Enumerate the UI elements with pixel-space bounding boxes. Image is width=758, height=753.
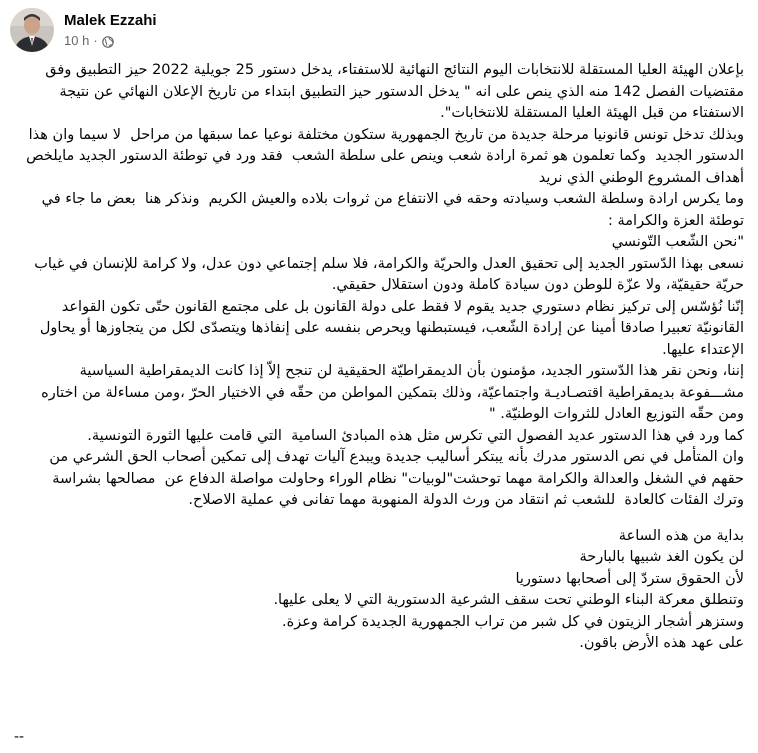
- avatar[interactable]: [10, 8, 54, 52]
- meta-separator: ·: [93, 32, 98, 48]
- body-paragraph: إنّنا نُؤسّس إلى تركيز نظام دستوري جديد يقوم لا فقط على دولة القانون بل على مجتمع القانون حتّى تكون القواعد القانونيّة تعبيرا صادقا أمينا عن إرادة الشّعب، فيستبطنها ويحرص بنفسه على إنفاذها ويتصدّى لكل من يتجاوزها أو يحاول الإعتداء عليها.: [35, 298, 744, 358]
- paragraph-gap: [14, 512, 744, 526]
- closing-line: بداية من هذه الساعة: [618, 527, 744, 544]
- body-paragraph: وان المتأمل في نص الدستور مدرك بأنه يبتكر أساليب جديدة ويبدع آليات تهدف إلى تمكين أصحاب الحق الشرعي من حقهم في الشغل والعدالة والكرامة مهما توحشت"لوبيات" نظام الوراء وحاولت مواصلة الدفاع عن مصالحها بشراسة وترك الفئات كالعادة للشعب ثم انتقاد من ورث الدولة المنهوبة مهما تفانى في عملية الاصلاح.: [43, 449, 744, 508]
- body-paragraph: وبذلك تدخل تونس قانونيا مرحلة جديدة من تاريخ الجمهورية ستكون مختلفة نوعيا عما سبقها من مراحل لا سيما وان هذا الدستور الجديد وكما تعلمون هو ثمرة ارادة شعب وينص على سلطة الشعب فقد ورد في توطئة الدستور الجديد مايلخص أهداف المشروع الوطني الذي نريد: [21, 126, 744, 186]
- post-time[interactable]: 10 h: [64, 32, 90, 48]
- body-paragraph: "نحن الشّعب التّونسي: [611, 234, 744, 250]
- author-name[interactable]: Malek Ezzahi: [64, 11, 157, 29]
- avatar-photo-icon: [10, 8, 54, 52]
- closing-line: على عهد هذه الأرض باقون.: [579, 635, 744, 651]
- author-block: [64, 11, 157, 50]
- body-paragraph: بإعلان الهيئة العليا المستقلة للانتخابات اليوم النتائج النهائية للاستفتاء، يدخل دستور 25 جويلية 2022 حيز التطبيق وفق مقتضيات الفصل 142 منه الذي ينص على انه " يدخل الدستور حيز التطبيق ابتداء من تاريخ الإعلان النهائي عن نتيجة الاستفتاء من قبل الهيئة العليا المستقلة للانتخابات".: [40, 62, 744, 121]
- closing-line: لن يكون الغد شبيها بالبارحة: [579, 549, 744, 565]
- globe-icon[interactable]: [102, 35, 114, 47]
- body-paragraph: وما يكرس ارادة وسلطة الشعب وسيادته وحقه في الانتفاع من ثروات بلاده والعيش الكريم ونذكر هنا بعض ما جاء في توطئة العزة والكرامة :: [37, 191, 744, 229]
- body-paragraph: إننا، ونحن نقر هذا الدّستور الجديد، مؤمنون بأن الديمقراطيّة الحقيقية لن تنجح إلاّ إذا كانت الديمقراطية السياسية مشـــفوعة بديمقراطية اقتصـاديـة واجتماعيّة، وذلك بتمكين المواطن من حقّه في الاختيار الحرّ ،ومن مساءلة من اختاره ومن حقّه التوزيع العادل للثروات الوطنيّة. ": [36, 363, 744, 422]
- closing-line: وتنطلق معركة البناء الوطني تحت سقف الشرعية الدستورية التي لا يعلى عليها.: [273, 592, 744, 608]
- post-header: [10, 8, 157, 52]
- body-paragraph: كما ورد في هذا الدستور عديد الفصول التي تكرس مثل هذه المبادئ السامية التي قامت عليها الثورة التونسية.: [87, 427, 744, 444]
- closing-line: لأن الحقوق ستردّ إلى أصحابها دستوريا: [515, 570, 744, 587]
- body-paragraph: نسعى بهذا الدّستور الجديد إلى تحقيق العدل والحريّة والكرامة، فلا سلم إجتماعي دون عدل، ولا كرامة للإنسان في غياب حريّة حقيقيّة، ولا عزّة للوطن دون سيادة كاملة ودون استقلال حقيقي.: [29, 255, 744, 293]
- post-body: [14, 60, 744, 655]
- closing-line: وستزهر أشجار الزيتون في كل شبر من تراب الجمهورية الجديدة كرامة وعزة.: [282, 613, 744, 630]
- post-meta: [64, 32, 157, 50]
- trailing-text: --: [14, 728, 24, 745]
